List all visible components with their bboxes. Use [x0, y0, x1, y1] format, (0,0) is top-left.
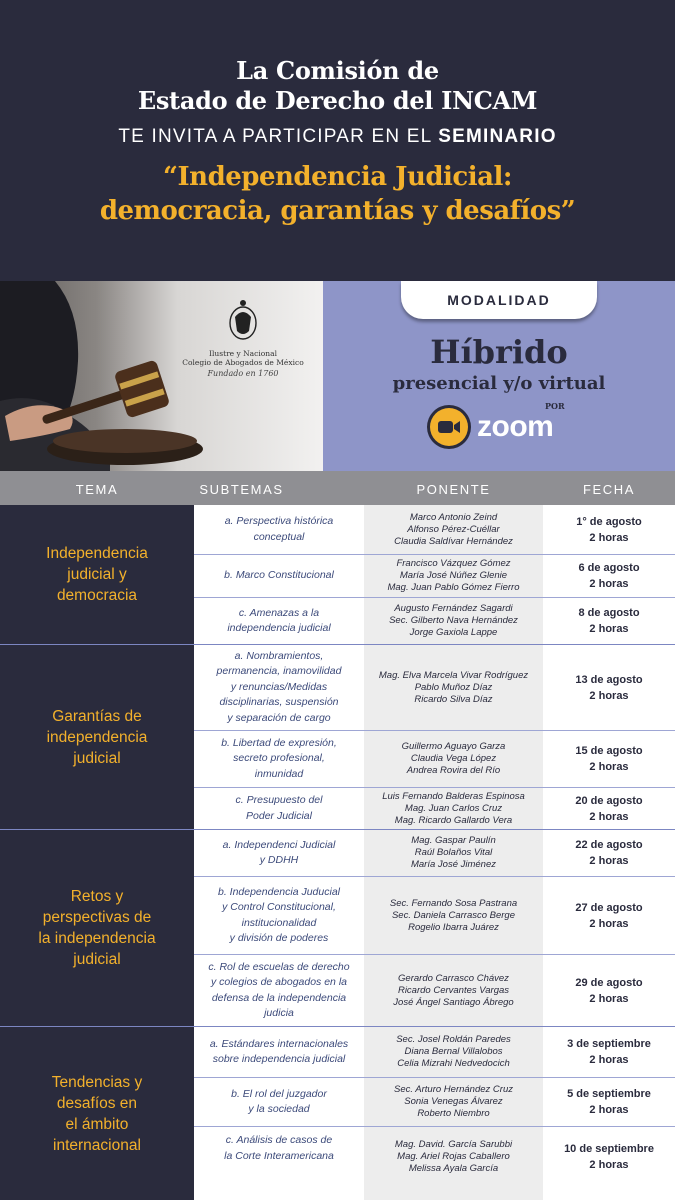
subtema-text: b. Marco Constitucional [224, 569, 334, 582]
ponente-cell [364, 598, 543, 644]
ponente-cell [364, 830, 543, 876]
fecha-cell [543, 830, 675, 876]
ponente-cell [364, 505, 543, 554]
fecha-text: 5 de septiembre 2 horas [567, 1088, 651, 1116]
subtema-text: b. Libertad de expresión, secreto profesional, inmunidad [221, 736, 337, 780]
column-fecha: FECHA [582, 482, 636, 497]
subtema-cell [194, 505, 364, 554]
table-row [194, 830, 675, 876]
table-row [194, 788, 675, 829]
table-row [194, 1127, 675, 1187]
fecha-cell [543, 955, 675, 1026]
ponente-text: Guillermo Aguayo Garza Claudia Vega López Andrea Rovira del Río [401, 741, 506, 776]
fecha-cell [543, 1078, 675, 1126]
header-line3-prefix: TE INVITA A PARTICIPAR EN EL [118, 126, 439, 147]
header-line3 [0, 124, 675, 150]
fecha-cell [543, 1127, 675, 1187]
fecha-cell [543, 731, 675, 787]
subtema-cell [194, 1078, 364, 1126]
ponente-cell [364, 788, 543, 829]
subtema-cell [194, 598, 364, 644]
gavel-photo [0, 281, 323, 471]
crest-line3: Fundado en 1760 [207, 369, 279, 378]
ponente-cell [364, 1078, 543, 1126]
tema-block [0, 830, 194, 1026]
subtema-text: a. Nombramientos, permanencia, inamovilidad y renuncias/Medidas disciplinarias, suspensión y separación de cargo [216, 649, 342, 724]
ponente-text: Sec. Arturo Hernández Cruz Sonia Venegas Álvarez Roberto Niembro [394, 1084, 513, 1119]
fecha-text: 8 de agosto 2 horas [578, 607, 640, 635]
column-ponente: PONENTE [416, 482, 491, 497]
ponente-cell [364, 877, 543, 954]
fecha-cell [543, 555, 675, 597]
zoom-logo-text: zoom [477, 410, 554, 443]
fecha-text: 15 de agosto 2 horas [575, 745, 643, 773]
table-row [194, 731, 675, 787]
ponente-cell [364, 1027, 543, 1077]
ponente-text: Gerardo Carrasco Chávez Ricardo Cervantes Vargas José Ángel Santiago Ábrego [393, 972, 514, 1008]
subtema-cell [194, 788, 364, 829]
ponente-text: Luis Fernando Balderas Espinosa Mag. Juan Carlos Cruz Mag. Ricardo Gallardo Vera [382, 790, 525, 826]
ponente-text: Sec. Josel Roldán Paredes Diana Bernal Villalobos Celia Mizrahi Nedvedocich [396, 1034, 511, 1069]
fecha-text: 6 de agosto 2 horas [578, 562, 640, 590]
table-row [194, 955, 675, 1026]
tema-label: Retos y perspectivas de la independencia judicial [38, 888, 156, 968]
tema-label: Independencia judicial y democracia [46, 545, 148, 604]
modalidad-panel [323, 281, 675, 471]
subtema-text: b. El rol del juzgador y la sociedad [231, 1087, 327, 1115]
fecha-text: 27 de agosto 2 horas [575, 901, 643, 930]
ponente-text: Augusto Fernández Sagardi Sec. Gilberto Nava Hernández Jorge Gaxiola Lappe [389, 603, 518, 638]
fecha-text: 10 de septiembre 2 horas [564, 1143, 654, 1171]
subtema-cell [194, 1027, 364, 1077]
ponente-text: Sec. Fernando Sosa Pastrana Sec. Daniela Carrasco Berge Rogelio Ibarra Juárez [389, 897, 518, 933]
header-line3-bold: SEMINARIO [438, 126, 557, 147]
tema-block [0, 505, 194, 644]
ponente-text: Francisco Vázquez Gómez María José Núñez Glenie Mag. Juan Pablo Gómez Fierro [387, 558, 520, 593]
header-line1: La Comisión de [236, 56, 439, 85]
fecha-text: 20 de agosto 2 horas [575, 794, 643, 823]
modalidad-main: Híbrido [430, 333, 568, 371]
table-row [194, 645, 675, 730]
subtema-cell [194, 555, 364, 597]
tema-label: Garantías de independencia judicial [46, 707, 148, 767]
fecha-text: 13 de agosto 2 horas [575, 673, 643, 702]
fecha-cell [543, 505, 675, 554]
ponente-cell [364, 645, 543, 730]
ponente-cell [364, 731, 543, 787]
table-row [194, 555, 675, 597]
seminar-title [0, 160, 675, 228]
fecha-text: 1° de agosto 2 horas [576, 515, 642, 544]
seminar-title-line2: democracia, garantías y desafíos” [99, 196, 576, 226]
table-row [194, 1078, 675, 1126]
fecha-cell [543, 877, 675, 954]
header [0, 0, 675, 281]
subtema-cell [194, 877, 364, 954]
tema-block [0, 645, 194, 829]
header-line2: Estado de Derecho del INCAM [137, 86, 538, 115]
fecha-text: 29 de agosto 2 horas [575, 976, 643, 1005]
schedule-table [0, 505, 675, 1200]
subtema-text: a. Estándares internacionales sobre independencia judicial [209, 1037, 349, 1065]
ponente-text: Mag. David. García Sarubbi Mag. Ariel Rojas Caballero Melissa Ayala García [394, 1139, 513, 1174]
ponente-text: Mag. Elva Marcela Vivar Rodríguez Pablo Muñoz Díaz Ricardo Silva Díaz [378, 669, 529, 705]
ponente-cell [364, 1127, 543, 1187]
fecha-text: 3 de septiembre 2 horas [567, 1038, 651, 1066]
ponente-text: Marco Antonio Zeind Alfonso Pérez-Cuéllar Claudia Saldívar Hernández [394, 511, 513, 547]
colegio-crest [178, 349, 308, 378]
subtema-text: c. Amenazas a la independencia judicial [227, 606, 331, 634]
fecha-cell [543, 598, 675, 644]
table-row [194, 1027, 675, 1077]
subtema-cell [194, 731, 364, 787]
table-row [194, 877, 675, 954]
table-row [194, 505, 675, 554]
modalidad-sub: presencial y/o virtual [392, 373, 606, 394]
modalidad-label: MODALIDAD [401, 281, 597, 319]
table-row [194, 598, 675, 644]
column-subtemas: SUBTEMAS [199, 482, 284, 497]
subtema-text: c. Presupuesto del Poder Judicial [235, 794, 323, 822]
subtema-text: c. Análisis de casos de la Corte Interamericana [224, 1134, 334, 1162]
tema-block [0, 1027, 194, 1200]
subtema-text: b. Independencia Juducial y Control Constitucional, institucionalidad y división de poderes [217, 885, 340, 944]
subtema-cell [194, 645, 364, 730]
subtema-text: a. Independenci Judicial y DDHH [222, 838, 336, 866]
fecha-cell [543, 645, 675, 730]
subtema-text: a. Perspectiva histórica conceptual [224, 515, 334, 543]
column-tema: TEMA [75, 482, 119, 497]
fecha-cell [543, 788, 675, 829]
subtema-cell [194, 1127, 364, 1187]
fecha-text: 22 de agosto 2 horas [575, 839, 643, 867]
banner [0, 281, 675, 471]
ponente-text: Mag. Gaspar Paulín Raúl Bolaños Vital María José Jiménez [410, 835, 496, 870]
subtema-cell [194, 830, 364, 876]
fecha-cell [543, 1027, 675, 1077]
ponente-cell [364, 555, 543, 597]
modalidad-por: POR [545, 401, 565, 411]
subtema-cell [194, 955, 364, 1026]
ponente-cell [364, 955, 543, 1026]
zoom-camera-icon [427, 405, 471, 449]
tema-label: Tendencias y desafíos en el ámbito internacional [51, 1073, 143, 1154]
seminar-title-line1: “Independencia Judicial: [163, 162, 512, 192]
subtema-text: c. Rol de escuelas de derecho y colegios de abogados en la defensa de la independencia judicia [208, 960, 350, 1019]
crest-line2: Colegio de Abogados de México [182, 358, 304, 367]
crest-line1: Ilustre y Nacional [209, 349, 277, 358]
table-header [0, 471, 675, 505]
